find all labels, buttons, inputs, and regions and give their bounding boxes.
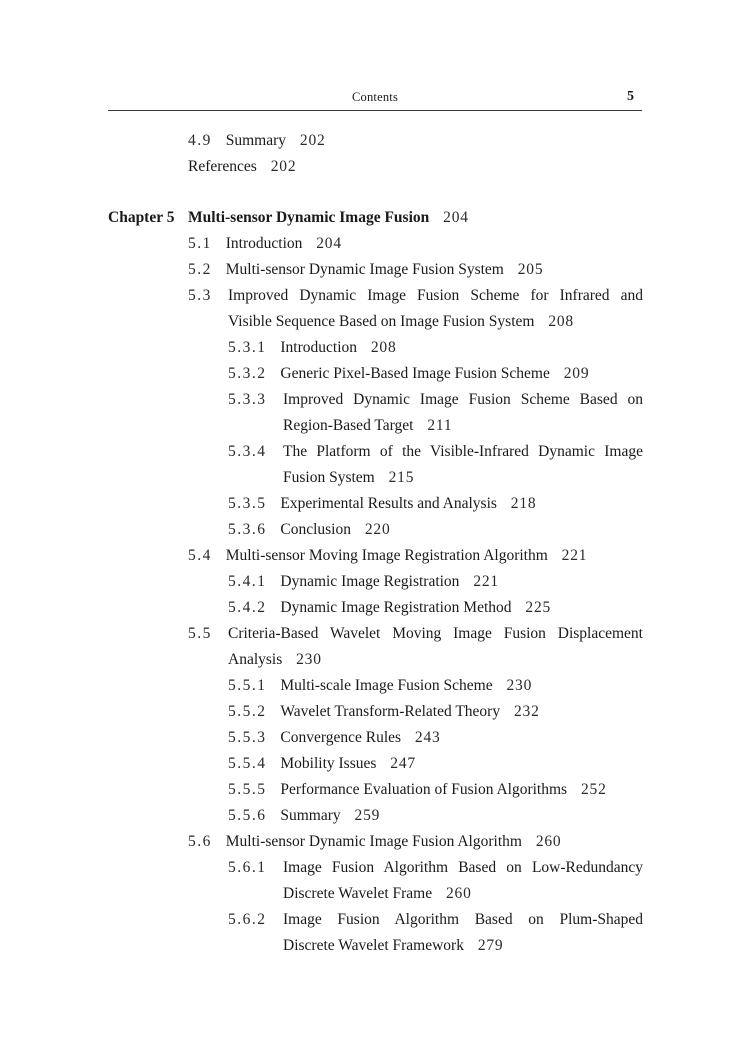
chapter-title: Multi-sensor Dynamic Image Fusion: [188, 209, 430, 226]
toc-entry-5-5-2[interactable]: [228, 702, 540, 722]
toc-entry-5-5-6[interactable]: [228, 806, 380, 826]
section-title-cont: Discrete Wavelet Framework: [283, 937, 464, 954]
toc-entry-5-6-1-line2[interactable]: [283, 884, 472, 904]
section-title-cont: Discrete Wavelet Frame: [283, 885, 433, 902]
section-number-5-3-4: 5.3.4: [228, 443, 267, 460]
page-ref: 209: [563, 365, 590, 382]
toc-chapter-5-label: Chapter 5: [108, 209, 175, 226]
toc-entry-5-4-2[interactable]: [228, 598, 551, 618]
toc-entry-5-5-3[interactable]: [228, 728, 441, 748]
toc-entry-5-4-1[interactable]: [228, 572, 499, 592]
section-number-5-5: 5.5: [188, 625, 212, 642]
page-ref: 243: [414, 729, 441, 746]
page-ref: 208: [548, 313, 574, 330]
section-number: 5.5.2: [228, 703, 267, 720]
section-title-cont: Visible Sequence Based on Image Fusion System: [228, 313, 535, 330]
section-number: 5.1: [188, 235, 212, 252]
section-title: Experimental Results and Analysis: [280, 495, 497, 512]
page-ref: 232: [513, 703, 540, 720]
page-ref: 259: [354, 807, 381, 824]
page-ref: 215: [388, 469, 415, 486]
page-ref: 230: [506, 677, 533, 694]
page-ref: 225: [525, 599, 552, 616]
section-number-5-6-1: 5.6.1: [228, 859, 267, 876]
section-title: Multi-sensor Dynamic Image Fusion System: [225, 261, 504, 278]
section-number: 5.5.3: [228, 729, 267, 746]
section-title: Convergence Rules: [280, 729, 402, 746]
page-number: 5: [627, 89, 634, 104]
section-number: 5.3.6: [228, 521, 267, 538]
section-number: 5.5.1: [228, 677, 267, 694]
section-title-cont: Fusion System: [283, 469, 375, 486]
page-ref: 202: [299, 132, 326, 149]
section-number-5-3-3: 5.3.3: [228, 391, 267, 408]
toc-entry-4-9[interactable]: [188, 131, 326, 151]
section-number: 5.3.5: [228, 495, 267, 512]
toc-entry-5-3-3-line1[interactable]: Improved Dynamic Image Fusion Scheme Based on: [283, 391, 643, 408]
section-title: Introduction: [280, 339, 357, 356]
section-number: 5.4.2: [228, 599, 267, 616]
toc-entry-5-3-line2[interactable]: [228, 312, 574, 332]
toc-entry-5-6[interactable]: [188, 832, 561, 852]
toc-entry-5-3-1[interactable]: [228, 338, 397, 358]
page-ref: 211: [427, 417, 453, 434]
page-ref: 230: [296, 651, 322, 668]
section-number: 5.3.2: [228, 365, 267, 382]
toc-entry-5-1[interactable]: [188, 234, 342, 254]
section-title: Performance Evaluation of Fusion Algorithms: [280, 781, 568, 798]
section-number: 4.9: [188, 132, 212, 149]
section-number-5-3: 5.3: [188, 287, 212, 304]
toc-entry-5-5-line1[interactable]: Criteria-Based Wavelet Moving Image Fusion Displacement: [228, 625, 643, 642]
section-number: 5.4.1: [228, 573, 267, 590]
toc-entry-5-5-1[interactable]: [228, 676, 532, 696]
running-title: Contents: [351, 90, 399, 104]
toc-entry-5-6-1-line1[interactable]: Image Fusion Algorithm Based on Low-Redundancy: [283, 859, 643, 876]
toc-entry-5-6-2-line2[interactable]: [283, 936, 503, 956]
page-ref: 260: [535, 833, 562, 850]
toc-entry-5-5-5[interactable]: [228, 780, 607, 800]
section-title-cont: Region-Based Target: [283, 417, 414, 434]
section-title: Multi-sensor Moving Image Registration Algorithm: [225, 547, 548, 564]
section-title: Multi-scale Image Fusion Scheme: [280, 677, 493, 694]
page-ref: 218: [510, 495, 537, 512]
section-number-5-6-2: 5.6.2: [228, 911, 267, 928]
section-title: Wavelet Transform-Related Theory: [280, 703, 501, 720]
section-title: Dynamic Image Registration: [280, 573, 460, 590]
section-title: Dynamic Image Registration Method: [280, 599, 512, 616]
section-title: Conclusion: [280, 521, 351, 538]
page-ref: 205: [517, 261, 544, 278]
page-ref: 208: [370, 339, 397, 356]
section-title: Summary: [225, 132, 287, 149]
running-header: [108, 84, 642, 111]
page-ref: 204: [443, 209, 469, 226]
toc-entry-5-3-4-line1[interactable]: The Platform of the Visible-Infrared Dynamic Image: [283, 443, 643, 460]
toc-entry-5-3-4-line2[interactable]: [283, 468, 414, 488]
toc-entry-5-3-3-line2[interactable]: [283, 416, 452, 436]
section-number: 5.5.6: [228, 807, 267, 824]
section-number: 5.2: [188, 261, 212, 278]
page-ref: 221: [473, 573, 499, 590]
page-ref: 221: [561, 547, 588, 564]
toc-entry-5-5-line2[interactable]: [228, 650, 322, 670]
section-title: Generic Pixel-Based Image Fusion Scheme: [280, 365, 550, 382]
page-ref: 247: [390, 755, 416, 772]
toc-entry-5-2[interactable]: [188, 260, 543, 280]
section-title-cont: Analysis: [228, 651, 283, 668]
page-ref: 204: [316, 235, 342, 252]
toc-chapter-5[interactable]: [188, 208, 469, 228]
page-ref: 260: [445, 885, 472, 902]
section-title: Multi-sensor Dynamic Image Fusion Algorithm: [225, 833, 522, 850]
page-ref: 279: [477, 937, 504, 954]
toc-entry-5-3-6[interactable]: [228, 520, 391, 540]
page-ref: 220: [364, 521, 391, 538]
toc-entry-5-3-2[interactable]: [228, 364, 589, 384]
toc-entry-5-3-5[interactable]: [228, 494, 536, 514]
section-title: Summary: [280, 807, 341, 824]
toc-entry-5-3-line1[interactable]: Improved Dynamic Image Fusion Scheme for Infrared and: [228, 287, 643, 304]
page-ref: 252: [580, 781, 607, 798]
toc-entry-5-4[interactable]: [188, 546, 587, 566]
toc-entry-5-5-4[interactable]: [228, 754, 416, 774]
section-number: 5.4: [188, 547, 212, 564]
page-ref: 202: [270, 158, 297, 175]
section-title: References: [188, 158, 257, 175]
section-title: Introduction: [225, 235, 303, 252]
toc-entry-5-6-2-line1[interactable]: Image Fusion Algorithm Based on Plum-Shaped: [283, 911, 643, 928]
section-number: 5.5.4: [228, 755, 267, 772]
toc-entry-references[interactable]: [188, 157, 296, 177]
section-number: 5.6: [188, 833, 212, 850]
section-title: Mobility Issues: [280, 755, 377, 772]
section-number: 5.5.5: [228, 781, 267, 798]
section-number: 5.3.1: [228, 339, 267, 356]
